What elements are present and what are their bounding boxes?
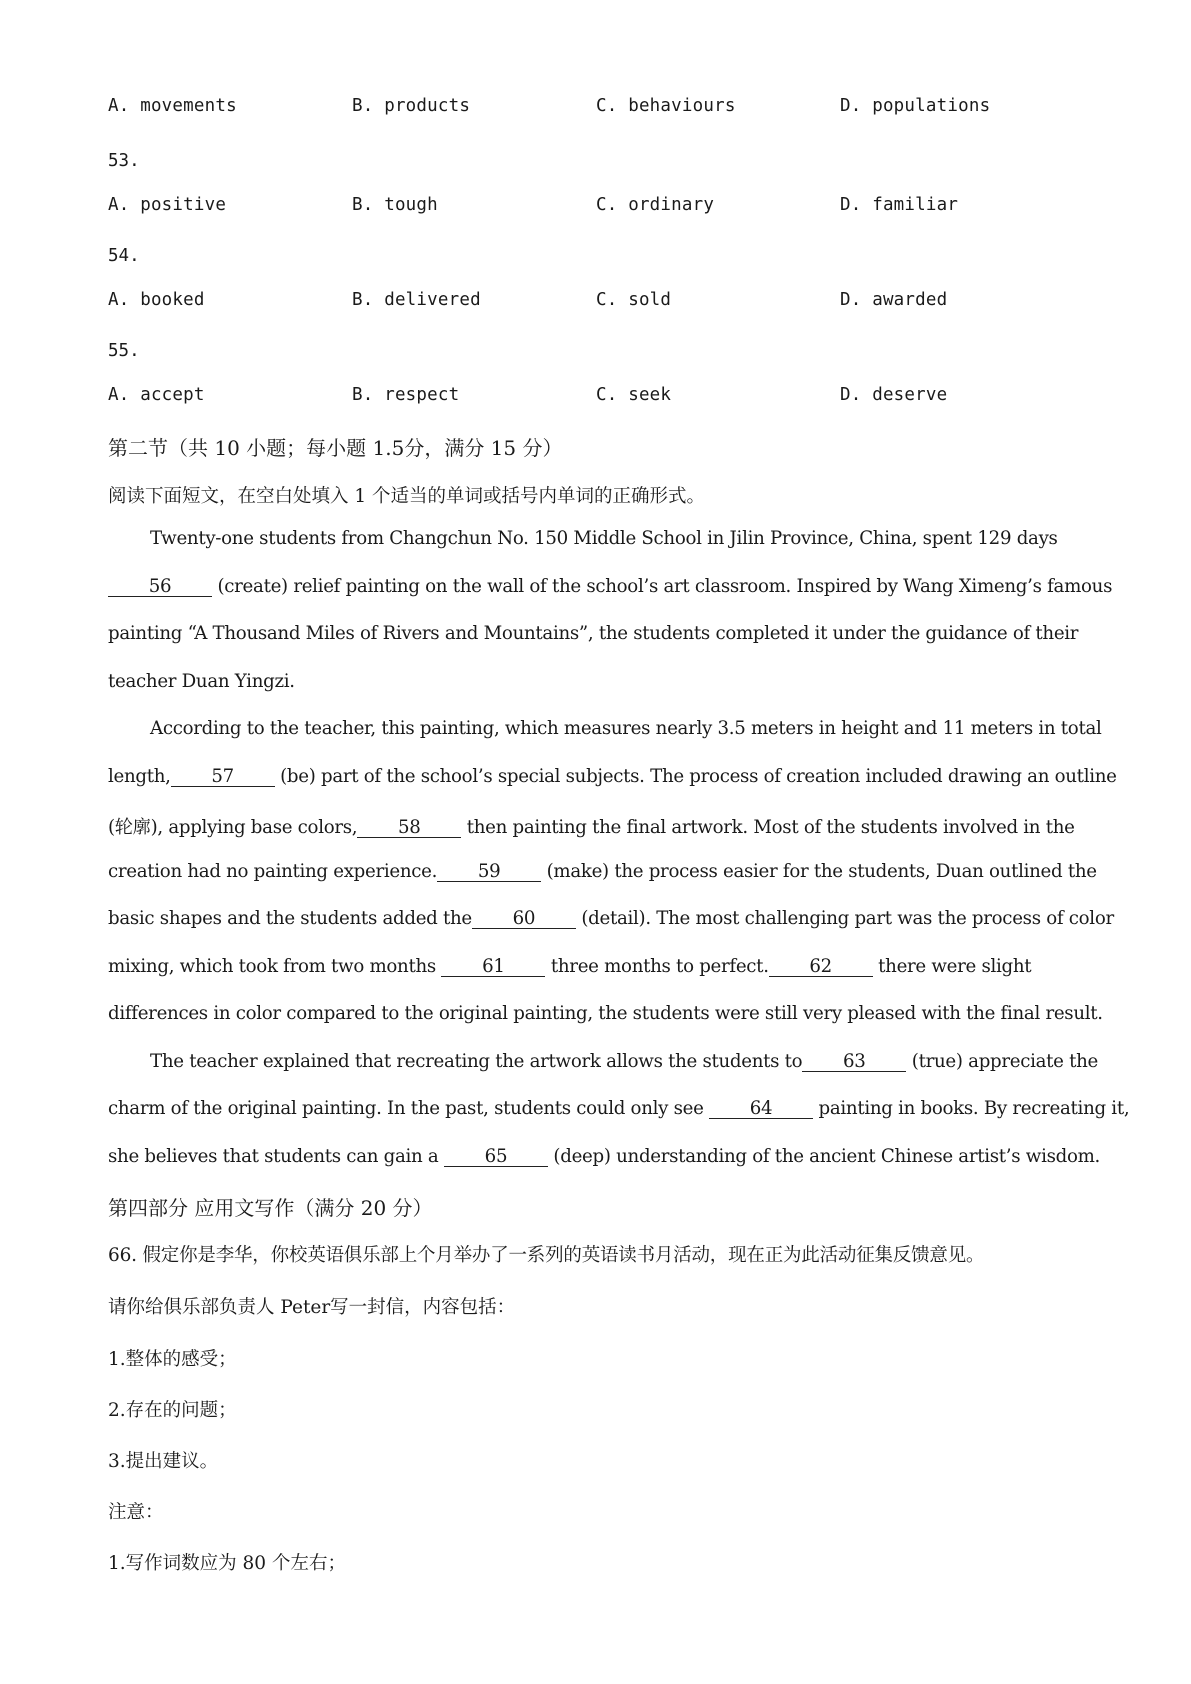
q52-option-a[interactable]: A. movements [108, 96, 237, 116]
passage-p2-line2-pre: length, [108, 766, 171, 787]
q54-option-a[interactable]: A. booked [108, 290, 205, 310]
passage-p2-line1: According to the teacher, this painting, which measures nearly 3.5 meters in height and 11 meters in total [150, 718, 1102, 739]
q54-option-c[interactable]: C. sold [596, 290, 672, 310]
blank-64[interactable]: 64 [709, 1099, 813, 1119]
q53-option-d[interactable]: D. familiar [840, 195, 959, 215]
q55-number: 55. [108, 341, 140, 361]
q55-option-a[interactable]: A. accept [108, 385, 205, 405]
q66-item-3: 3.提出建议。 [108, 1451, 219, 1472]
q53-option-a[interactable]: A. positive [108, 195, 227, 215]
passage-p2-line5-text: (detail). The most challenging part was the process of color [575, 908, 1114, 929]
blank-61[interactable]: 61 [441, 957, 545, 977]
passage-p3-line1-pre: The teacher explained that recreating the artwork allows the students to [150, 1051, 803, 1072]
q52-options [108, 96, 1098, 122]
q66-item-2: 2.存在的问题； [108, 1400, 237, 1421]
q54-option-d[interactable]: D. awarded [840, 290, 948, 310]
passage-p3-line3 [108, 1146, 1100, 1167]
blank-59[interactable]: 59 [437, 862, 541, 882]
passage-p2-line6-text: there were slight [872, 956, 1032, 977]
passage-p2-line4-text: (make) the process easier for the students, Duan outlined the [541, 861, 1097, 882]
q52-option-d[interactable]: D. populations [840, 96, 991, 116]
blank-58[interactable]: 58 [357, 818, 461, 838]
passage-p2-line5 [108, 908, 1114, 929]
q66-item-1: 1.整体的感受； [108, 1349, 237, 1370]
passage-p2-line4-pre: creation had no painting experience. [108, 861, 438, 882]
q55-option-b[interactable]: B. respect [352, 385, 460, 405]
q54-options [108, 290, 1098, 316]
q52-option-c[interactable]: C. behaviours [596, 96, 736, 116]
part4-heading: 第四部分 应用文写作（满分 20 分） [108, 1196, 433, 1220]
q53-option-b[interactable]: B. tough [352, 195, 438, 215]
passage-p2-line7: differences in color compared to the original painting, the students were still very pleased with the final result. [108, 1003, 1103, 1024]
q55-options [108, 385, 1098, 411]
q52-option-b[interactable]: B. products [352, 96, 471, 116]
note-1: 1.写作词数应为 80 个左右； [108, 1553, 346, 1574]
blank-57[interactable]: 57 [171, 767, 275, 787]
q66-prompt-line1: 66. 假定你是李华，你校英语俱乐部上个月举办了一系列的英语读书月活动，现在正为此活动征集反馈意见。 [108, 1245, 985, 1266]
passage-p2-line2-text: (be) part of the school’s special subjects. The process of creation included drawing an outline [274, 766, 1117, 787]
section2-heading: 第二节（共 10 小题；每小题 1.5分，满分 15 分） [108, 436, 563, 460]
passage-p3-line1-text: (true) appreciate the [906, 1051, 1099, 1072]
blank-63[interactable]: 63 [802, 1052, 906, 1072]
q54-number: 54. [108, 246, 140, 266]
q53-option-c[interactable]: C. ordinary [596, 195, 715, 215]
passage-p2-line6-pre: mixing, which took from two months [108, 956, 436, 977]
passage-p2-line6-mid: three months to perfect. [545, 956, 769, 977]
q55-option-c[interactable]: C. seek [596, 385, 672, 405]
passage-p3-line1 [150, 1051, 1098, 1072]
blank-56[interactable]: 56 [108, 577, 212, 597]
passage-p1-line3: painting “A Thousand Miles of Rivers and Mountains”, the students completed it under the guidance of their [108, 623, 1079, 644]
passage-p3-line3-text: (deep) understanding of the ancient Chinese artist’s wisdom. [547, 1146, 1101, 1167]
passage-p2-line4 [108, 861, 1097, 882]
q66-prompt-line2: 请你给俱乐部负责人 Peter写一封信，内容包括： [108, 1297, 516, 1318]
note-label: 注意： [108, 1502, 164, 1523]
passage-p3-line2 [108, 1098, 1129, 1119]
passage-p2-line3-pre: (轮廓), applying base colors, [108, 817, 358, 838]
q54-option-b[interactable]: B. delivered [352, 290, 481, 310]
q53-number: 53. [108, 151, 140, 171]
q55-option-d[interactable]: D. deserve [840, 385, 948, 405]
passage-p3-line3-pre: she believes that students can gain a [108, 1146, 439, 1167]
q53-options [108, 195, 1098, 221]
passage-p3-line2-text: painting in books. By recreating it, [813, 1098, 1130, 1119]
passage-p2-line3-text: then painting the final artwork. Most of the students involved in the [461, 817, 1075, 838]
blank-60[interactable]: 60 [472, 909, 576, 929]
passage-p1-line4: teacher Duan Yingzi. [108, 671, 295, 692]
passage-p2-line3 [108, 813, 1075, 839]
passage-p3-line2-pre: charm of the original painting. In the past, students could only see [108, 1098, 704, 1119]
passage-p2-line5-pre: basic shapes and the students added the [108, 908, 472, 929]
passage-p1-line1: Twenty-one students from Changchun No. 150 Middle School in Jilin Province, China, spent 129 days [150, 528, 1058, 549]
passage-p1-line2-text: (create) relief painting on the wall of the school’s art classroom. Inspired by Wang Ximeng’s famous [212, 576, 1113, 597]
blank-65[interactable]: 65 [444, 1147, 548, 1167]
section2-instruction: 阅读下面短文，在空白处填入 1 个适当的单词或括号内单词的正确形式。 [108, 486, 706, 507]
passage-p2-line6 [108, 956, 1031, 977]
passage-p1-line2 [108, 576, 1112, 597]
passage-p2-line2 [108, 766, 1117, 787]
blank-62[interactable]: 62 [769, 957, 873, 977]
